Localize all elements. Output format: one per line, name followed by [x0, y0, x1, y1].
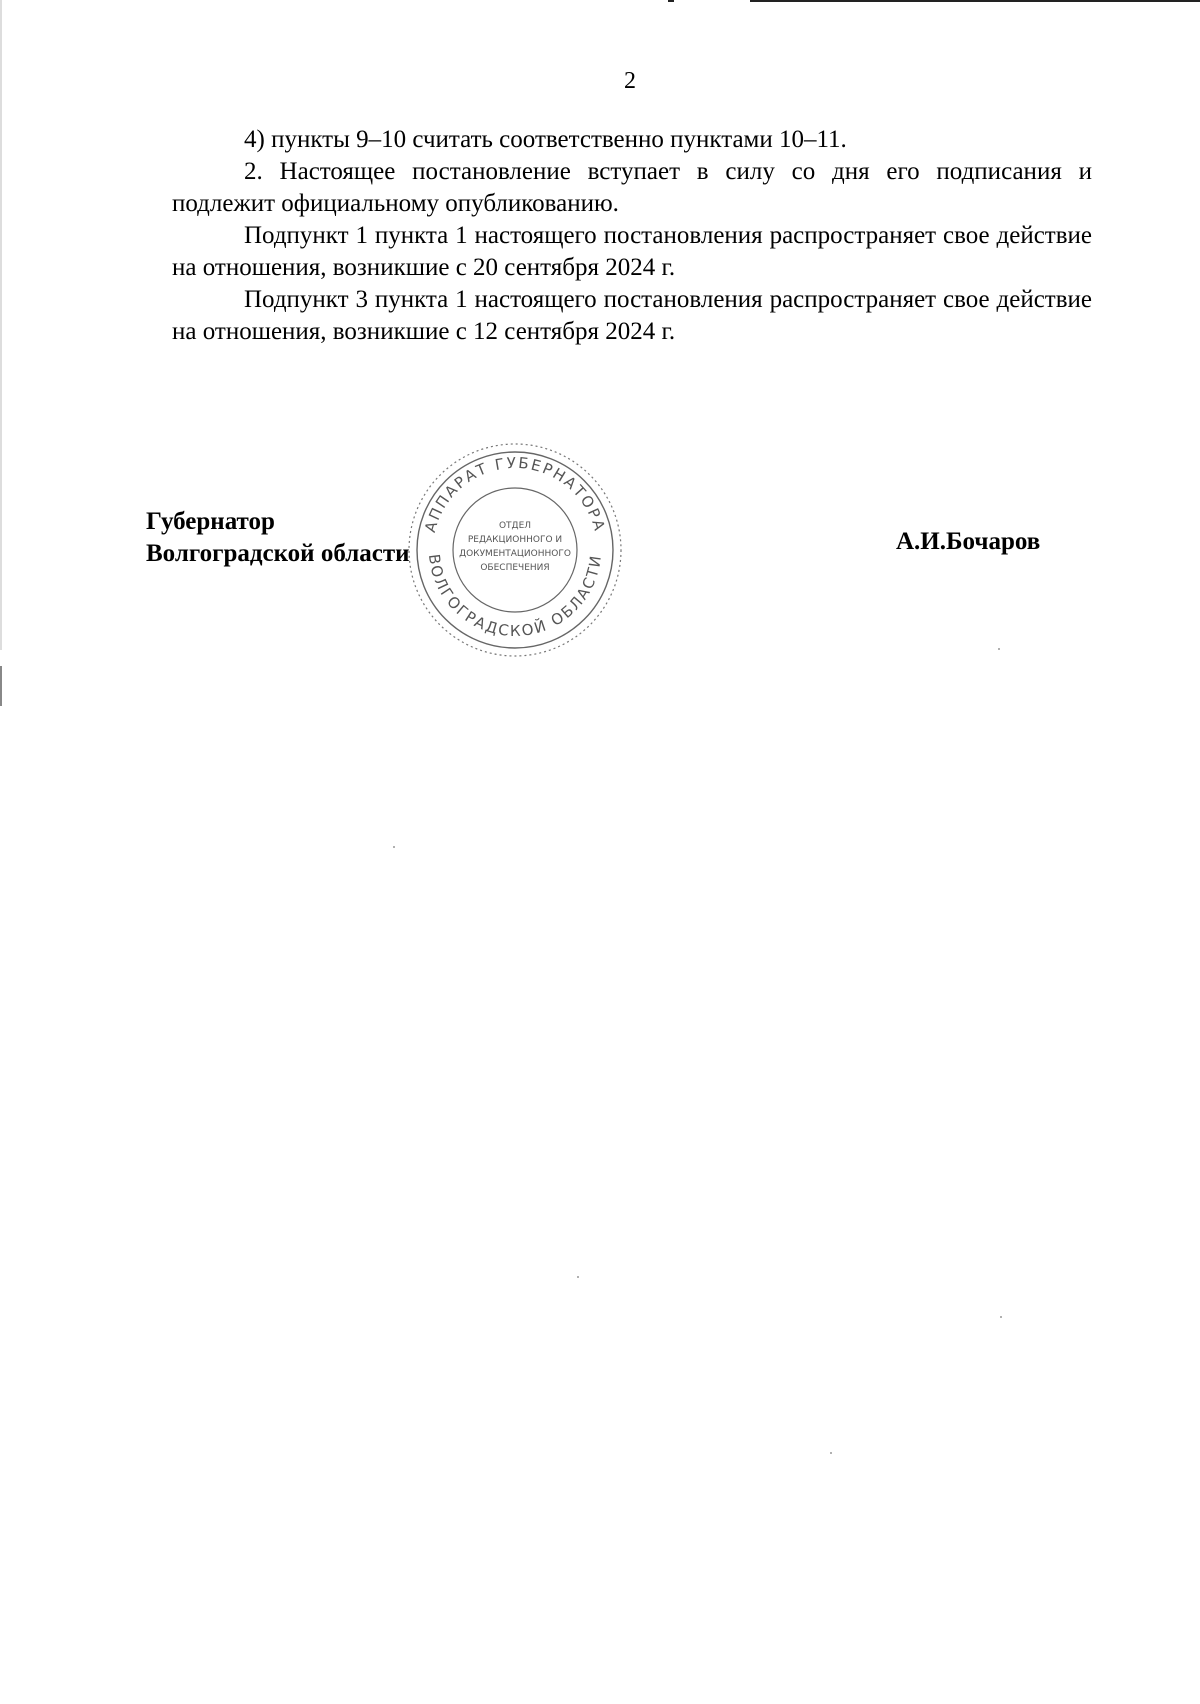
scan-speck: [393, 846, 395, 848]
scan-speck: [1000, 1316, 1002, 1318]
official-seal-stamp: [405, 440, 625, 660]
stamp-center-line3: ДОКУМЕНТАЦИОННОГО: [459, 549, 571, 559]
signature-title-line1: Губернатор: [146, 508, 275, 535]
scan-speck: [830, 1452, 832, 1454]
signature-title: [146, 506, 410, 570]
stamp-center-line4: ОБЕСПЕЧЕНИЯ: [480, 563, 550, 573]
scan-artifact-top-tick: [668, 0, 674, 2]
paragraph-subitem-1: Подпункт 1 пункта 1 настоящего постановления распространяет свое действие на отношения, возникшие с 20 сентября 2024 г.: [172, 222, 1092, 281]
document-body: [172, 124, 1092, 348]
signature-title-line2: Волгоградской области: [146, 540, 410, 567]
stamp-center-line1: ОТДЕЛ: [498, 521, 532, 531]
scan-speck: [577, 1276, 579, 1278]
scan-artifact-left-mark: [0, 666, 2, 706]
signatory-name: А.И.Бочаров: [896, 528, 1041, 555]
stamp-outer-bottom-text: ВОЛГОГРАДСКОЙ ОБЛАСТИ: [424, 552, 606, 641]
paragraph-subitem-3: Подпункт 3 пункта 1 настоящего постановления распространяет свое действие на отношения, возникшие с 12 сентября 2024 г.: [172, 286, 1092, 345]
paragraph-item-4: 4) пункты 9–10 считать соответственно пунктами 10–11.: [244, 126, 847, 153]
scan-speck: [998, 648, 1000, 650]
page-number: 2: [624, 68, 636, 94]
scan-artifact-left-edge: [0, 0, 2, 650]
paragraph-effective-date: 2. Настоящее постановление вступает в силу со дня его подписания и подлежит официальному опубликованию.: [172, 158, 1092, 217]
stamp-outer-top-text: АППАРАТ ГУБЕРНАТОРА: [421, 453, 609, 535]
stamp-center-line2: РЕДАКЦИОННОГО И: [467, 535, 563, 545]
scan-artifact-top-line: [750, 0, 1200, 2]
